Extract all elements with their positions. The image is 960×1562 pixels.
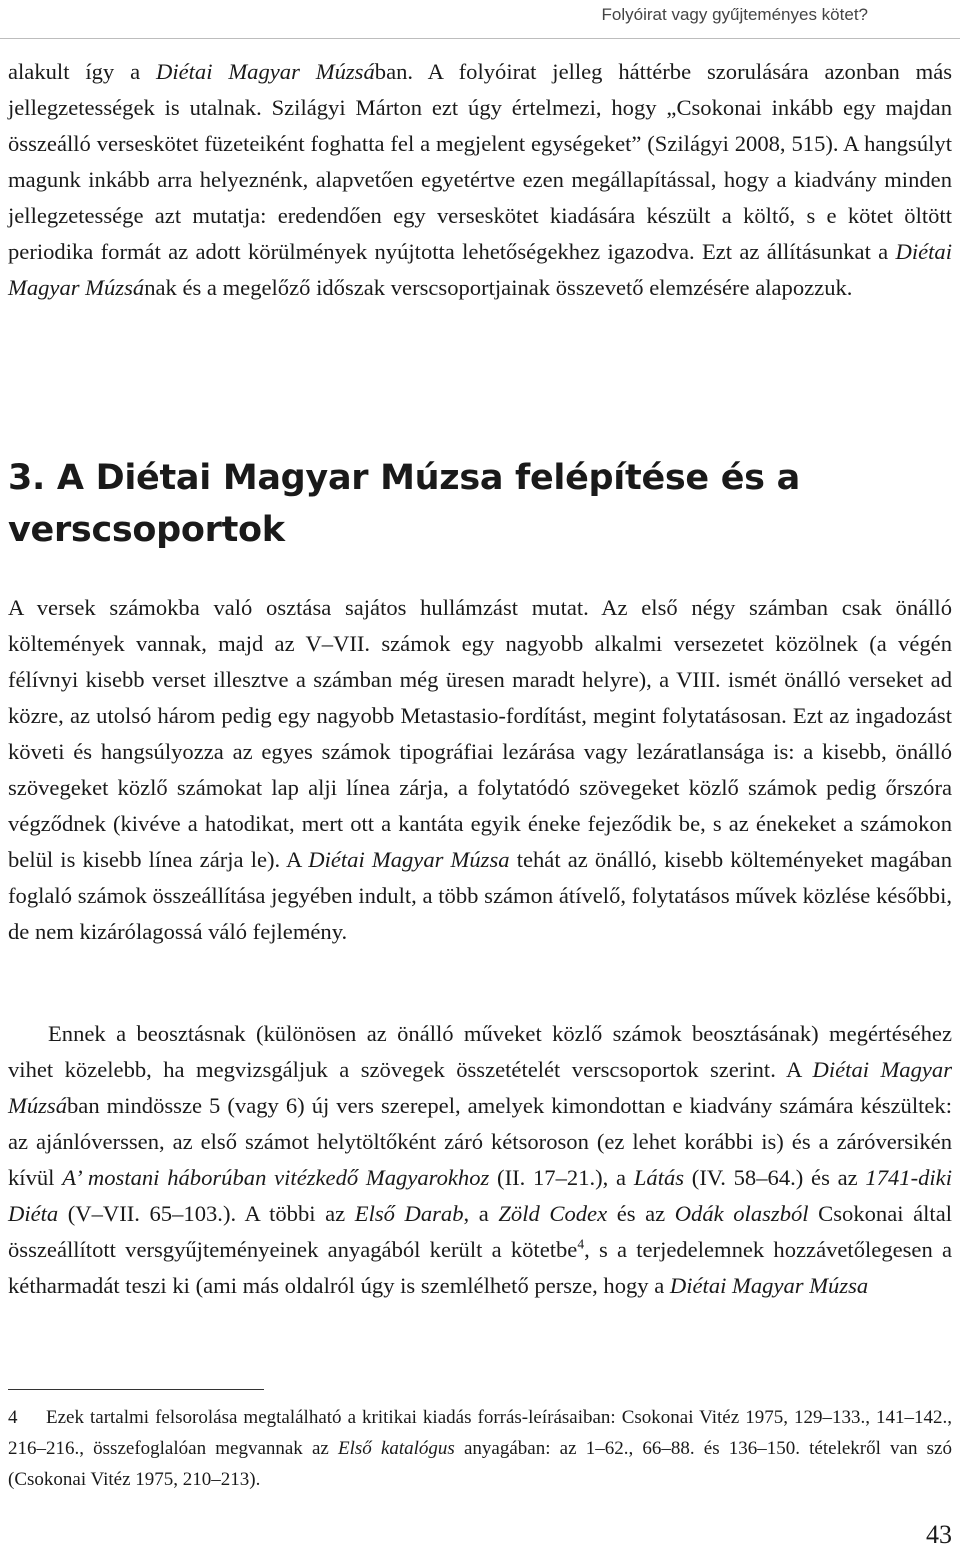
text-run: Ezek tartalmi felsorolása megtalálható a kritikai kiadás forrás-leírásaiban: Csokonai Vitéz 1975, 129–133., 141–142., 216–216., összefoglalóan megvannak az xyxy=(8,1407,952,1459)
text-run: (V–VII. 65–103.). A többi az xyxy=(58,1201,355,1226)
footnote-reference[interactable]: 4 xyxy=(577,1236,585,1252)
italic-title: Odák olaszból xyxy=(674,1201,809,1226)
paragraph-1 xyxy=(8,54,952,306)
header-rule xyxy=(0,38,960,39)
italic-title: Diétai Magyar Múzsá xyxy=(8,239,952,300)
text-run: Csokonai által összeállított versgyűjteményeinek anyagából került a kötetbe xyxy=(8,1201,952,1262)
text-run: ban mindössze 5 (vagy 6) új vers szerepel, amelyek kimondottan e kiadvány számára készültek: az ajánlóverssen, az első számot helytöltőként záró kétsoroson (ez lehet korábbi is) és a záróversikén kívül xyxy=(8,1093,952,1190)
text-run: (IV. 58–64.) és az xyxy=(684,1165,866,1190)
text-run: A versek számokba való osztása sajátos hullámzást mutat. Az első négy számban csak önálló költemények vannak, majd az V–VII. számok egy nagyobb alkalmi versezetet közölnek (a végén félívnyi kisebb verset illesztve a számban még üresen maradt helyre), a VIII. ismét önálló verseket ad közre, az utolsó három pedig egy nagyobb Metastasio-fordítást, megint folytatásosan. Ezt az ingadozást követi és hangsúlyozza az egyes számok tipográfiai lezárása vagy lezáratlansága is: a kisebb, önálló szövegeket közlő számokat lap alji línea zárja, a folytatódó szövegeket közlő számok pedig őrszóra végződnek (kivéve a hatodikat, mert ott a kantáta egyik éneke fejeződik be, s az énekeket a számokon belül is kisebb línea zárja le). A xyxy=(8,595,952,872)
footnote-rule xyxy=(8,1389,264,1390)
italic-title: Diétai Magyar Múzsa xyxy=(308,847,510,872)
italic-title: Látás xyxy=(633,1165,685,1190)
text-run: és az xyxy=(607,1201,675,1226)
text-run: , a xyxy=(463,1201,499,1226)
italic-title: A’ mostani háborúban vitézkedő Magyarokhoz xyxy=(62,1165,490,1190)
text-run: , s a terjedelemnek hozzávetőlegesen a kétharmadát teszi ki (ami más oldalról úgy is szemlélhető persze, hogy a xyxy=(8,1237,953,1298)
italic-title: 1741-diki Diéta xyxy=(8,1165,952,1226)
text-run: Ennek a beosztásnak (különösen az önálló műveket közlő számok beosztásának) megértéséhez vihet közelebb, ha megvizsgáljuk a szövegek összetételét verscsoportok szerint. A xyxy=(8,1021,952,1082)
italic-title: Első katalógus xyxy=(338,1438,455,1459)
italic-title: Első Darab xyxy=(354,1201,464,1226)
text-run: ban. A folyóirat jelleg háttérbe szorulására azonban más jellegzetességek is utalnak. Szilágyi Márton ezt úgy értelmezi, hogy „Csokonai inkább egy majdan összeálló verseskötet füzeteiként foghatta fel a megjelent egységeket” (Szilágyi 2008, 515). A hangsúlyt magunk inkább arra helyeznénk, alapvetően egyetértve ezen megállapítással, hogy a kiadvány minden jellegzetessége azt mutatja: eredendően egy verseskötet kiadására készült a költő, s e kötet öltött periodika formát az adott körülmények nyújtotta lehetőségekhez igazodva. Ezt az állításunkat a xyxy=(8,59,953,264)
italic-title: Zöld Codex xyxy=(498,1201,608,1226)
text-run: anyagában: az 1–62., 66–88. és 136–150. tételekről van szó (Csokonai Vitéz 1975, 210–213). xyxy=(8,1438,952,1490)
text-run: nak és a megelőző időszak verscsoportjainak összevető elemzésére alapozzuk. xyxy=(144,275,853,300)
section-heading: 3. A Diétai Magyar Múzsa felépítése és a verscsoportok xyxy=(8,458,800,550)
italic-title: Diétai Magyar Múzsa xyxy=(669,1273,869,1298)
paragraph-2 xyxy=(8,590,952,950)
footnote-4 xyxy=(8,1402,952,1495)
page-number: 43 xyxy=(926,1520,952,1549)
running-head: Folyóirat vagy gyűjteményes kötet? xyxy=(601,5,868,24)
italic-title: Diétai Magyar Múzsá xyxy=(156,59,375,84)
paragraph-3 xyxy=(8,1016,952,1304)
text-run: (II. 17–21.), a xyxy=(489,1165,634,1190)
italic-title: Diétai Magyar Múzsá xyxy=(8,1057,952,1118)
text-run: alakult így a xyxy=(8,59,157,84)
text-run: tehát az önálló, kisebb költeményeket magában foglaló számok összeállítása jegyében indult, a több számon átívelő, folytatásos művek közlése későbbi, de nem kizárólagossá váló fejlemény. xyxy=(8,847,952,944)
footnote-number: 4 xyxy=(8,1407,18,1428)
